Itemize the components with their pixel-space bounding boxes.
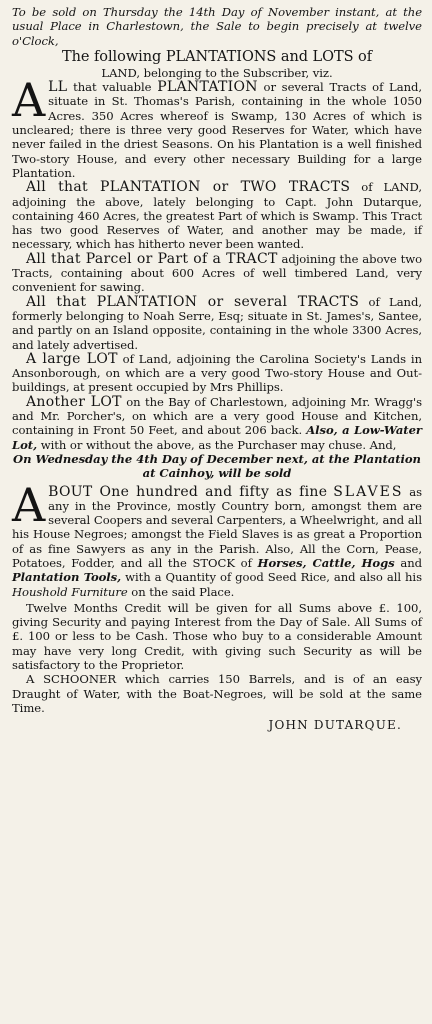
subheadline: LAND, belonging to the Subscriber, viz.: [101, 65, 333, 80]
sale-announcement: To be sold on Thursday the 14th Day of November instant, at the usual Place in Charlestown, the Sale to begin precisely at twelve o'Clock,: [12, 5, 422, 48]
schooner-notice: A SCHOONER which carries 150 Barrels, and is of an easy Draught of Water, with the Boat-Negroes, will be sold at the same Time.: [12, 672, 422, 715]
lot-3-paragraph: All that Parcel or Part of a TRACT adjoining the above two Tracts, containing about 600 Acres of well timbered Land, very convenient for sawing.: [12, 250, 422, 295]
slaves-paragraph: ABOUT One hundred and fifty as fine SLAVES as any in the Province, mostly Country born, amongst them are several Coopers and several Carpenters, a Wheelwright, and all his House Negroes; amongst the Field Slaves is as great a Proportion of as fine Sawyers as any in the Parish. Also, All the Corn, Pease, Potatoes, Fodder, and all the STOCK of Horses, Cattle, Hogs and Plantation Tools, with a Quantity of good Seed Rice, and also all his Houshold Furniture on the said Place.: [12, 477, 423, 599]
headline: The following PLANTATIONS and LOTS of: [61, 48, 373, 65]
second-sale-date: On Wednesday the 4th Day of December next, at the Plantation at Cainhoy, will be sold: [13, 451, 421, 481]
lot-2-paragraph: All that PLANTATION or TWO TRACTS of LAND, adjoining the above, lately belonging to Capt. John Dutarque, containing 460 Acres, the greatest Part of which is Swamp. This Tract has two good Reserves of Water, and another may be made, if necessary, which has hitherto never been wanted.: [12, 179, 422, 252]
drop-cap-slaves: A: [12, 477, 46, 532]
credit-terms: Twelve Months Credit will be given for all Sums above £. 100, giving Security and paying Interest from the Day of Sale. All Sums of £. 100 or less to be Cash. Those who buy to a considerable Amount may have very long Credit, with giving such Security as will be satisfactory to the Proprietor.: [12, 600, 422, 673]
lot-6-paragraph: Another LOT on the Bay of Charlestown, adjoining Mr. Wragg's and Mr. Porcher's, on which are a very good House and Kitchen, containing in Front 50 Feet, and about 206 back. Also, a Low-Water Lot, with or without the above, as the Purchaser may chuse. And,: [12, 393, 422, 452]
lot-4-paragraph: All that PLANTATION or several TRACTS of Land, formerly belonging to Noah Serre, Esq; situate in St. James's, Santee, and partly on an Island opposite, containing in the whole 3300 Acres, and lately advertised.: [12, 293, 422, 352]
lot-1-paragraph: ALL that valuable PLANTATION or several Tracts of Land, situate in St. Thomas's Parish, containing in the whole 1050 Acres. 350 Acres whereof is Swamp, 130 Acres of which is uncleared; there is three very good Reserves for Water, which have never failed in the driest Seasons. On his Plantation is a well finished Two-story House, and every other necessary Building for a large Plantation.: [12, 73, 422, 180]
lot-5-paragraph: A large LOT of Land, adjoining the Carolina Society's Lands in Ansonborough, on which are a very good Two-story House and Out-buildings, at present occupied by Mrs Phillips.: [12, 350, 422, 395]
drop-cap: A: [12, 73, 46, 128]
signature: JOHN DUTARQUE.: [268, 718, 402, 733]
